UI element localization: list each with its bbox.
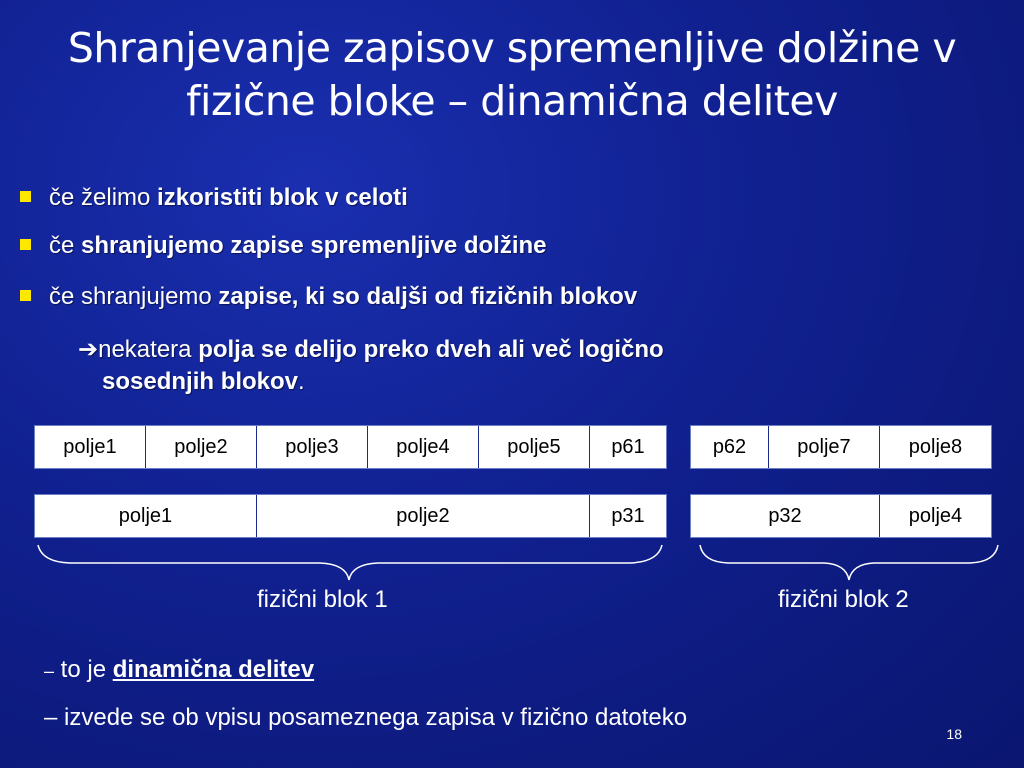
field-cell: polje5: [479, 426, 590, 468]
sub-bullet-end: .: [298, 368, 305, 395]
field-cell: polje1: [35, 495, 257, 537]
page-number: 18: [946, 726, 962, 742]
field-cell: p61: [590, 426, 666, 468]
bullet-1-bold: izkoristiti blok v celoti: [157, 184, 408, 211]
field-cell: polje4: [368, 426, 479, 468]
title-line-2: fizične bloke – dinamična delitev: [186, 77, 838, 125]
block-label-1: fizični blok 1: [257, 586, 388, 613]
sub-bullet-text: nekatera: [98, 336, 199, 363]
dash-1-prefix: –: [44, 661, 55, 681]
field-cell: polje1: [35, 426, 146, 468]
dynamic-split-link[interactable]: dinamična delitev: [112, 656, 315, 683]
field-cell: p31: [590, 495, 666, 537]
brace-block-1: [38, 545, 662, 580]
arrow-icon: ➔: [78, 336, 99, 363]
brace-block-2: [700, 545, 998, 580]
bullet-2-bold: shranjujemo zapise spremenljive dolžine: [81, 232, 547, 259]
dash-line-1: [44, 656, 314, 684]
sub-bullet-bold-2: sosednjih blokov: [102, 368, 299, 395]
block-label-2: fizični blok 2: [778, 586, 909, 613]
field-cell: polje8: [880, 426, 991, 468]
field-cell: polje3: [257, 426, 368, 468]
bullet-1-text: če želimo: [49, 184, 158, 211]
bullet-2-text: če: [49, 232, 82, 259]
bullet-3-text: če shranjujemo: [49, 283, 219, 310]
title-line-1: Shranjevanje zapisov spremenljive dolžine v: [67, 24, 957, 72]
bullet-3-bold: zapise, ki so daljši od fizičnih blokov: [218, 283, 638, 310]
field-cell: p32: [691, 495, 880, 537]
field-cell: polje7: [769, 426, 880, 468]
dash-1-text: to je: [54, 656, 113, 683]
sub-bullet-bold-1: polja se delijo preko dveh ali več logično: [198, 336, 664, 363]
field-cell: p62: [691, 426, 769, 468]
field-cell: polje2: [146, 426, 257, 468]
field-cell: polje4: [880, 495, 991, 537]
field-cell: polje2: [257, 495, 590, 537]
dash-line-2: – izvede se ob vpisu posameznega zapisa v fizično datoteko: [44, 704, 688, 731]
